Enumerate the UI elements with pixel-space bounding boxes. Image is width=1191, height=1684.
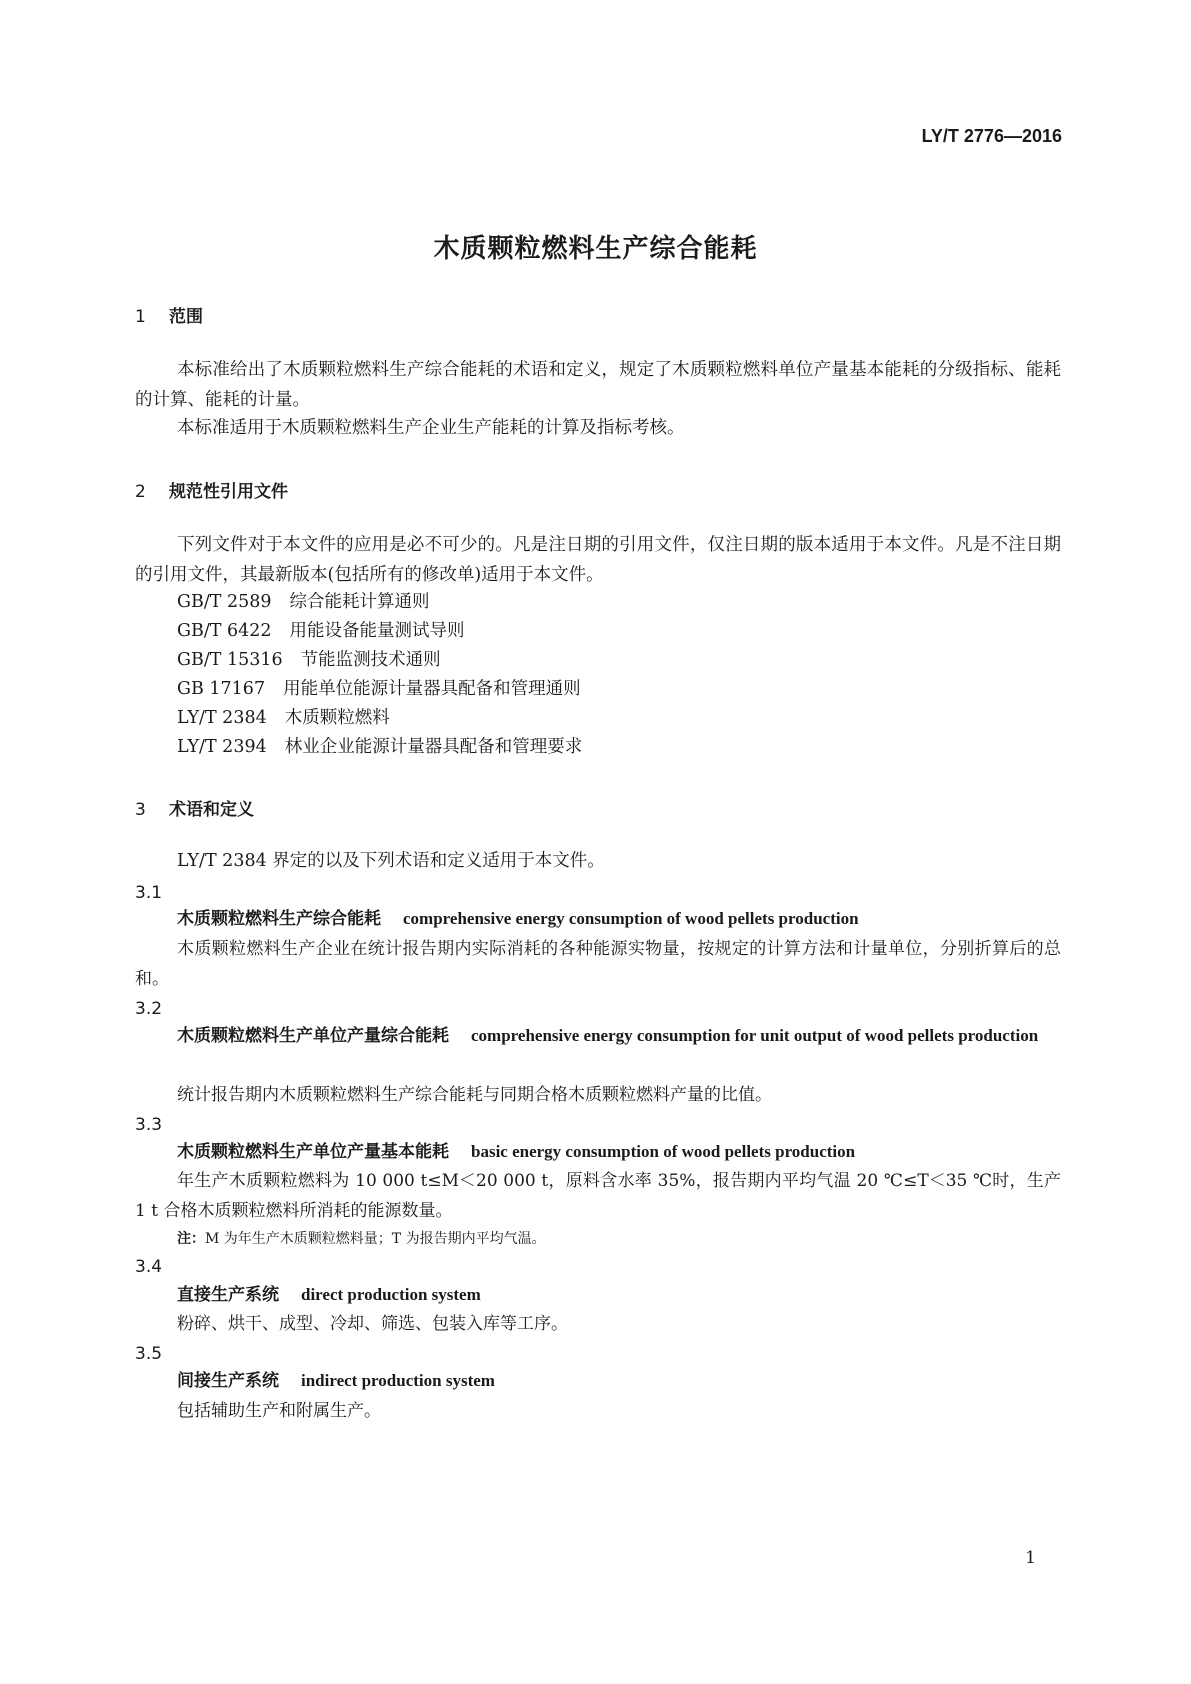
reference-name: 综合能耗计算通则 [289,592,430,612]
term-note [177,1228,546,1248]
term-zh: 木质颗粒燃料生产单位产量综合能耗 [177,1026,449,1046]
section-title: 规范性引用文件 [169,482,288,502]
term-definition: 统计报告期内木质颗粒燃料生产综合能耗与同期合格木质颗粒燃料产量的比值。 [177,1085,772,1105]
reference-name: 节能监测技术通则 [300,650,441,670]
term-zh: 木质颗粒燃料生产综合能耗 [177,909,381,929]
term-definition: 木质颗粒燃料生产企业在统计报告期内实际消耗的各种能源实物量，按规定的计算方法和计量单位，分别折算后的总和。 [135,939,1061,989]
reference-item [177,617,465,642]
clause-number: 3.4 [135,1257,163,1277]
section-1-paragraph-2: 本标准适用于木质颗粒燃料生产企业生产能耗的计算及指标考核。 [177,418,685,438]
term-en: comprehensive energy consumption of wood pellets production [403,909,859,928]
reference-code: GB/T 6422 [177,621,272,641]
term-heading [135,1280,1061,1310]
reference-name: 用能设备能量测试导则 [289,621,465,641]
section-number: 2 [135,482,146,502]
reference-code: GB 17167 [177,679,266,699]
section-3-paragraph-1: LY/T 2384 界定的以及下列术语和定义适用于本文件。 [177,851,605,871]
term-zh: 直接生产系统 [177,1285,279,1305]
note-label: 注： [177,1231,205,1247]
page-number: 1 [1025,1548,1036,1568]
section-1-heading [135,302,203,327]
clause-number: 3.1 [135,883,163,903]
term-en: basic energy consumption of wood pellets production [471,1142,856,1161]
term-definition: 粉碎、烘干、成型、冷却、筛选、包装入库等工序。 [177,1314,568,1334]
reference-code: GB/T 2589 [177,592,272,612]
clause-number: 3.5 [135,1344,163,1364]
term-heading [135,1137,1061,1167]
reference-item [177,733,582,758]
clause-number: 3.3 [135,1115,163,1135]
reference-name: 木质颗粒燃料 [284,708,390,728]
section-title: 范围 [169,307,203,327]
reference-item [177,704,390,729]
section-3-heading [135,795,254,820]
term-heading [135,1366,1061,1396]
reference-code: GB/T 15316 [177,650,283,670]
term-heading [135,904,1061,934]
term-en: indirect production system [301,1371,495,1390]
section-number: 3 [135,800,146,820]
term-heading [135,1021,1061,1051]
term-en: comprehensive energy consumption for unit output of wood pellets production [471,1026,1039,1045]
term-definition: 包括辅助生产和附属生产。 [177,1401,381,1421]
clause-number: 3.2 [135,999,163,1019]
section-2-heading [135,477,288,502]
section-number: 1 [135,307,146,327]
reference-code: LY/T 2394 [177,737,267,757]
term-definition: 年生产木质颗粒燃料为 10 000 t≤M＜20 000 t，原料含水率 35%，报告期内平均气温 20 ℃≤T＜35 ℃时，生产 1 t 合格木质颗粒燃料所消耗的能源数量。 [135,1171,1061,1221]
section-title: 术语和定义 [169,800,254,820]
reference-item [177,588,430,613]
reference-item [177,646,441,671]
reference-name: 林业企业能源计量器具配备和管理要求 [284,737,583,757]
term-zh: 间接生产系统 [177,1371,279,1391]
reference-code: LY/T 2384 [177,708,267,728]
note-text: M 为年生产木质颗粒燃料量；T 为报告期内平均气温。 [205,1231,546,1247]
section-2-paragraph-1: 下列文件对于本文件的应用是必不可少的。凡是注日期的引用文件，仅注日期的版本适用于本文件。凡是不注日期的引用文件，其最新版本(包括所有的修改单)适用于本文件。 [135,535,1061,585]
standard-code: LY/T 2776—2016 [921,126,1062,146]
term-zh: 木质颗粒燃料生产单位产量基本能耗 [177,1142,449,1162]
document-title: 木质颗粒燃料生产综合能耗 [433,234,758,264]
reference-item [177,675,581,700]
section-1-paragraph-1: 本标准给出了木质颗粒燃料生产综合能耗的术语和定义，规定了木质颗粒燃料单位产量基本能耗的分级指标、能耗的计算、能耗的计量。 [135,360,1061,410]
reference-name: 用能单位能源计量器具配备和管理通则 [283,679,581,699]
term-en: direct production system [301,1285,481,1304]
